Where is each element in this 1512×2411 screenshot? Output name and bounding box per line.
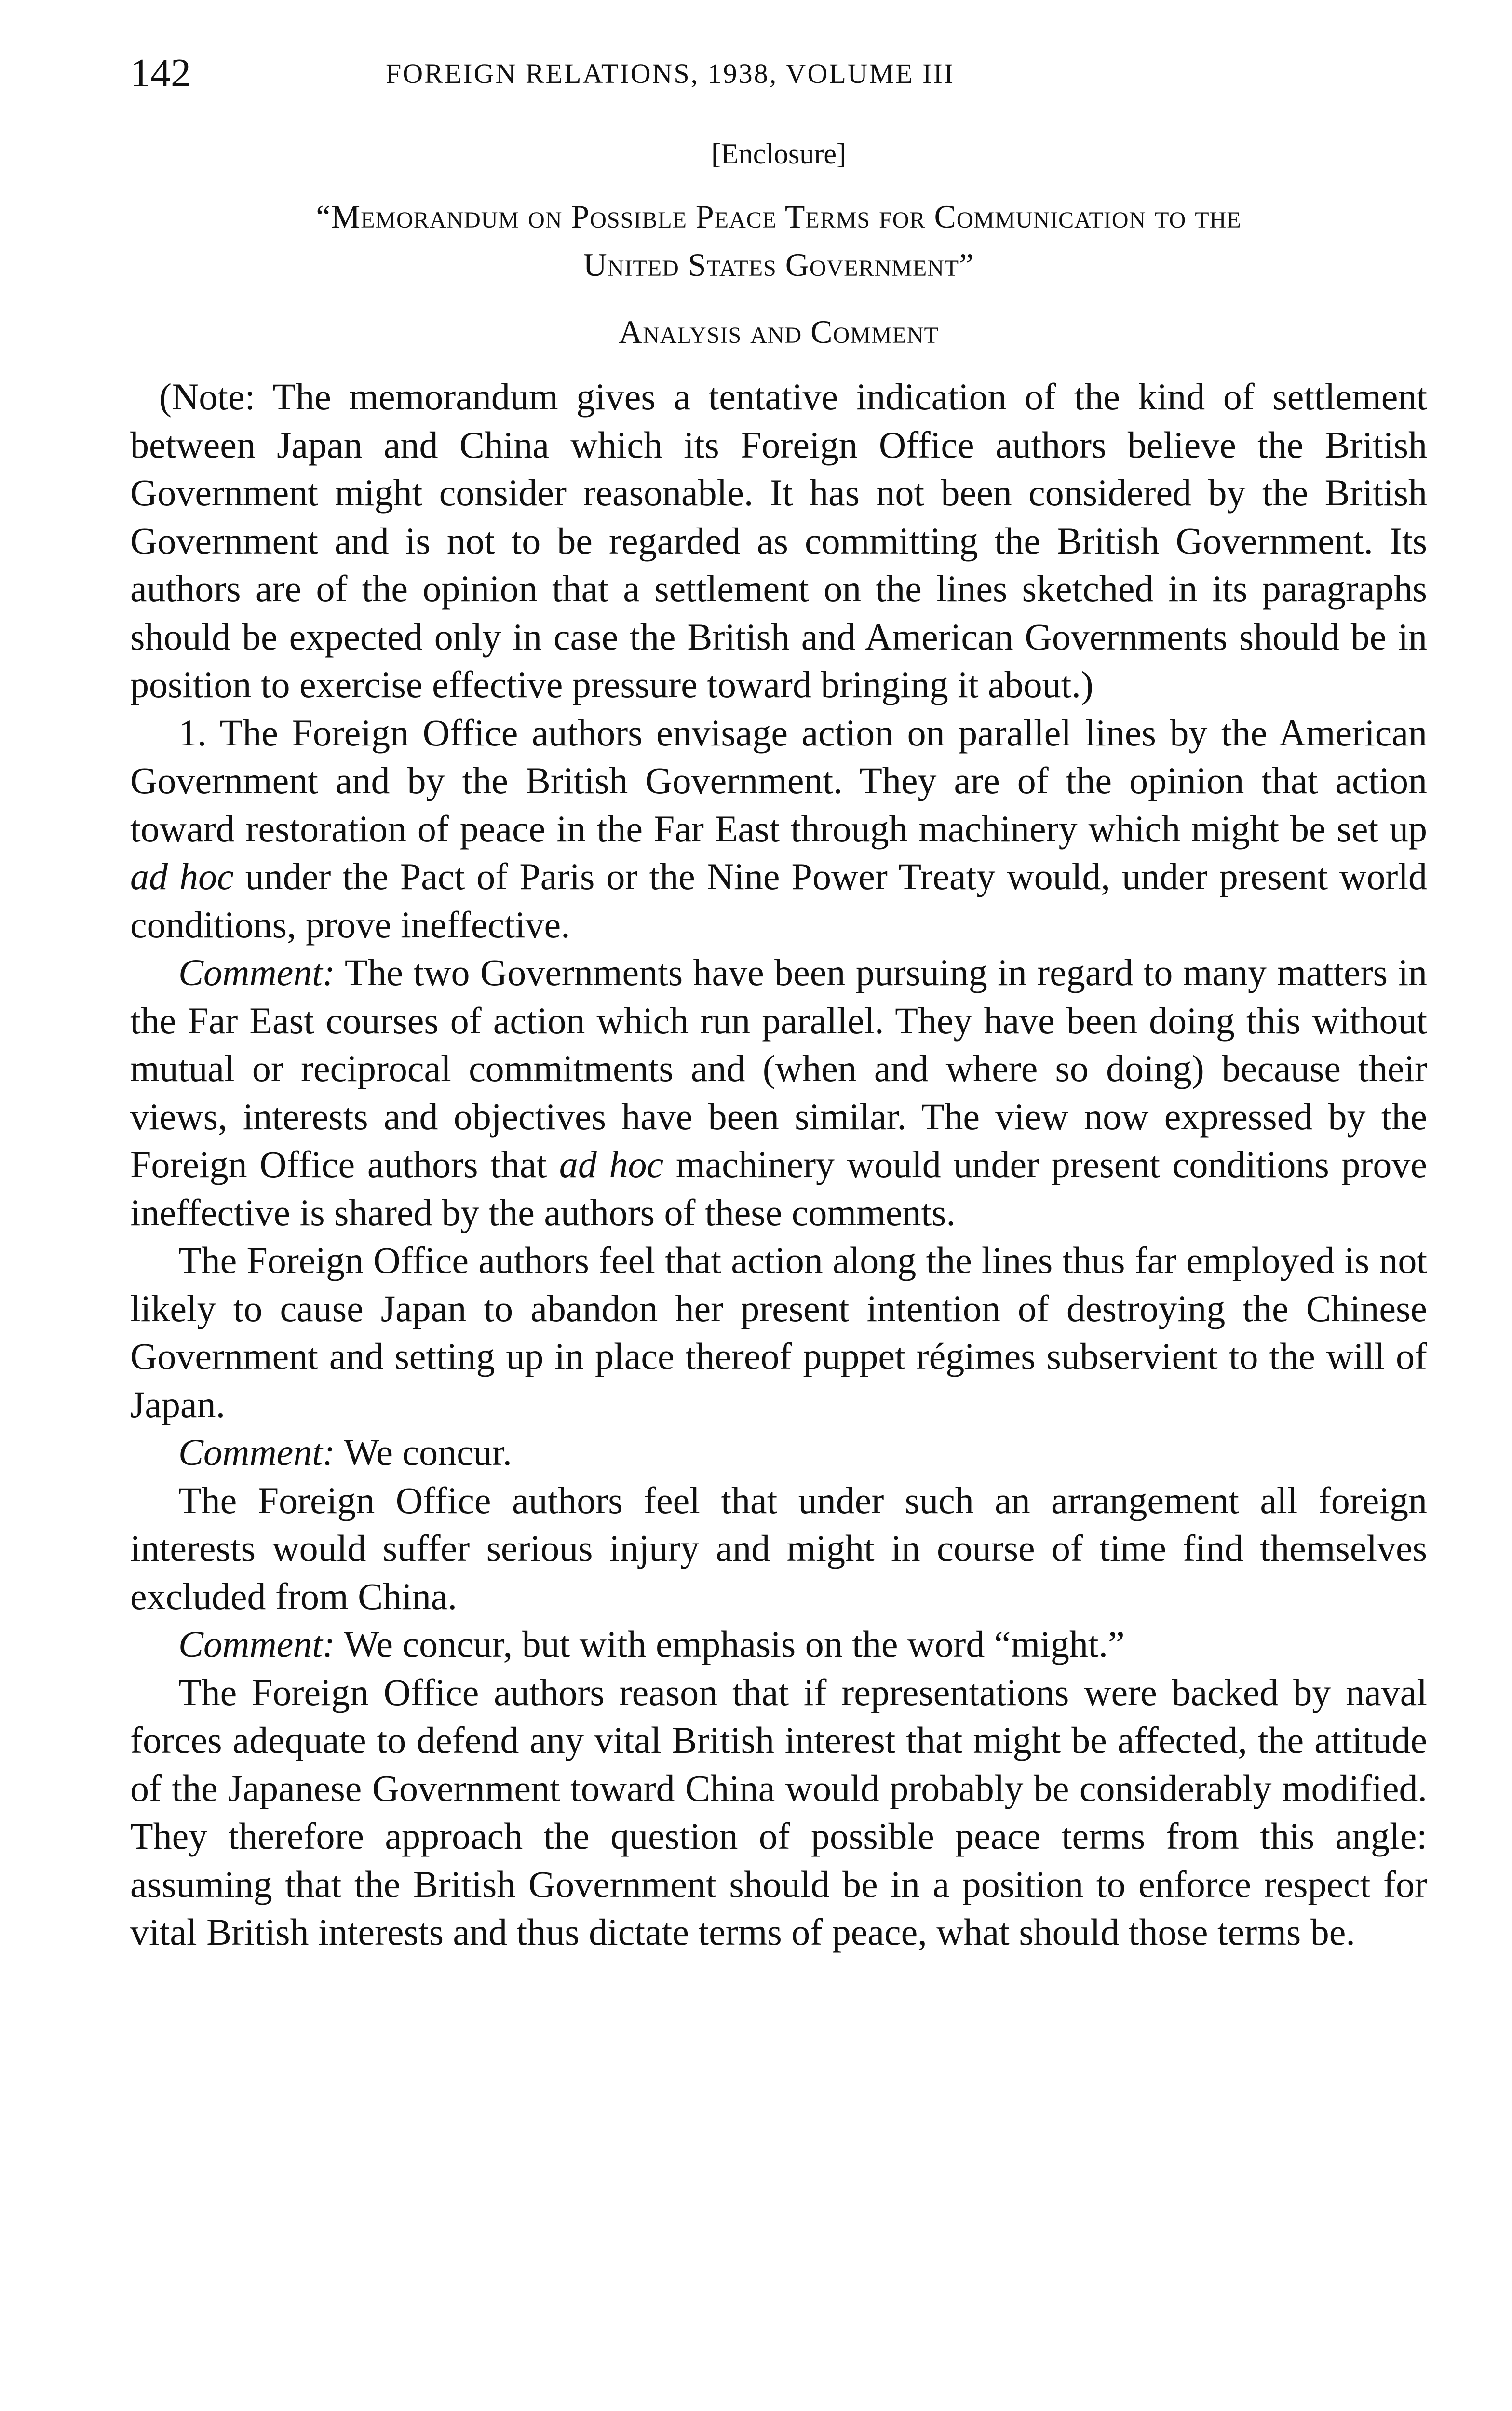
section-subtitle: Analysis and Comment: [619, 313, 939, 350]
comment-1-italic: ad hoc: [559, 1143, 664, 1185]
paragraph-2: The Foreign Office authors feel that action along the lines thus far employed is not likely to cause Japan to abandon her present intention of destroying the Chinese Government and setting up in place thereof puppet régimes subservient to the will of Japan.: [130, 1239, 1427, 1425]
paragraph-3: The Foreign Office authors feel that under such an arrangement all foreign interests would suffer serious injury and might in course of time find themselves excluded from China.: [130, 1479, 1427, 1617]
paragraph-4: The Foreign Office authors reason that if representations were backed by naval forces adequate to defend any vital British interest that might be affected, the attitude of the Japanese Government toward China would probably be considerably modified. They therefore approach the question of possible peace terms from this angle: assuming that the British Government should be in a position to enforce respect for vital British interests and thus dictate terms of peace, what should those terms be.: [130, 1671, 1427, 1953]
document-page: [130, 53, 1427, 1956]
comment-1-label: Comment:: [178, 951, 335, 993]
comment-1: [130, 948, 1427, 1236]
memorandum-title-line-2: United States Government”: [583, 246, 974, 283]
enclosure-label: [Enclosure]: [711, 138, 846, 170]
document-body: [130, 373, 1427, 1956]
paragraph-1: [130, 709, 1427, 949]
note-paragraph: (Note: The memorandum gives a tentative indication of the kind of settlement between Japan and China which its Foreign Office authors believe the British Government might consider reasonable. It has not been considered by the British Government and is not to be regarded as committing the British Government. Its authors are of the opinion that a settlement on the lines sketched in its paragraphs should be expected only in case the British and American Governments should be in position to exercise effective pressure toward bringing it about.): [130, 376, 1427, 705]
comment-2-label: Comment:: [178, 1431, 335, 1473]
comment-3: [130, 1620, 1427, 1668]
paragraph-1-italic: ad hoc: [130, 855, 234, 897]
paragraph-1-text-a: 1. The Foreign Office authors envisage action on parallel lines by the American Government and by the British Government. They are of the opinion that action toward restoration of peace in the Far East through machinery which might be set up: [130, 711, 1427, 850]
running-head: [130, 53, 1427, 111]
memorandum-title-line-1: “Memorandum on Possible Peace Terms for Communication to the: [316, 198, 1242, 235]
comment-1-text-a: The two Governments have been pursuing in regard to many matters in the Far East courses of action which run parallel. They have been doing this without mutual or reciprocal commitments and (when and where so doing) because their views, interests and objectives have been similar. The view now expressed by the Foreign Office authors that: [130, 951, 1427, 1185]
comment-3-label: Comment:: [178, 1623, 335, 1665]
comment-2-text: We concur.: [335, 1431, 512, 1473]
paragraph-1-text-b: under the Pact of Paris or the Nine Power Treaty would, under present world conditions, prove ineffective.: [130, 855, 1428, 946]
memorandum-title: [130, 192, 1427, 289]
comment-2: [130, 1428, 1427, 1476]
comment-1-text-b: machinery would under present conditions prove ineffective is shared by the authors of these comments.: [130, 1143, 1428, 1233]
running-title: FOREIGN RELATIONS, 1938, VOLUME III: [386, 58, 955, 89]
page-number: 142: [130, 51, 191, 95]
comment-3-text: We concur, but with emphasis on the word “might.”: [335, 1623, 1125, 1665]
